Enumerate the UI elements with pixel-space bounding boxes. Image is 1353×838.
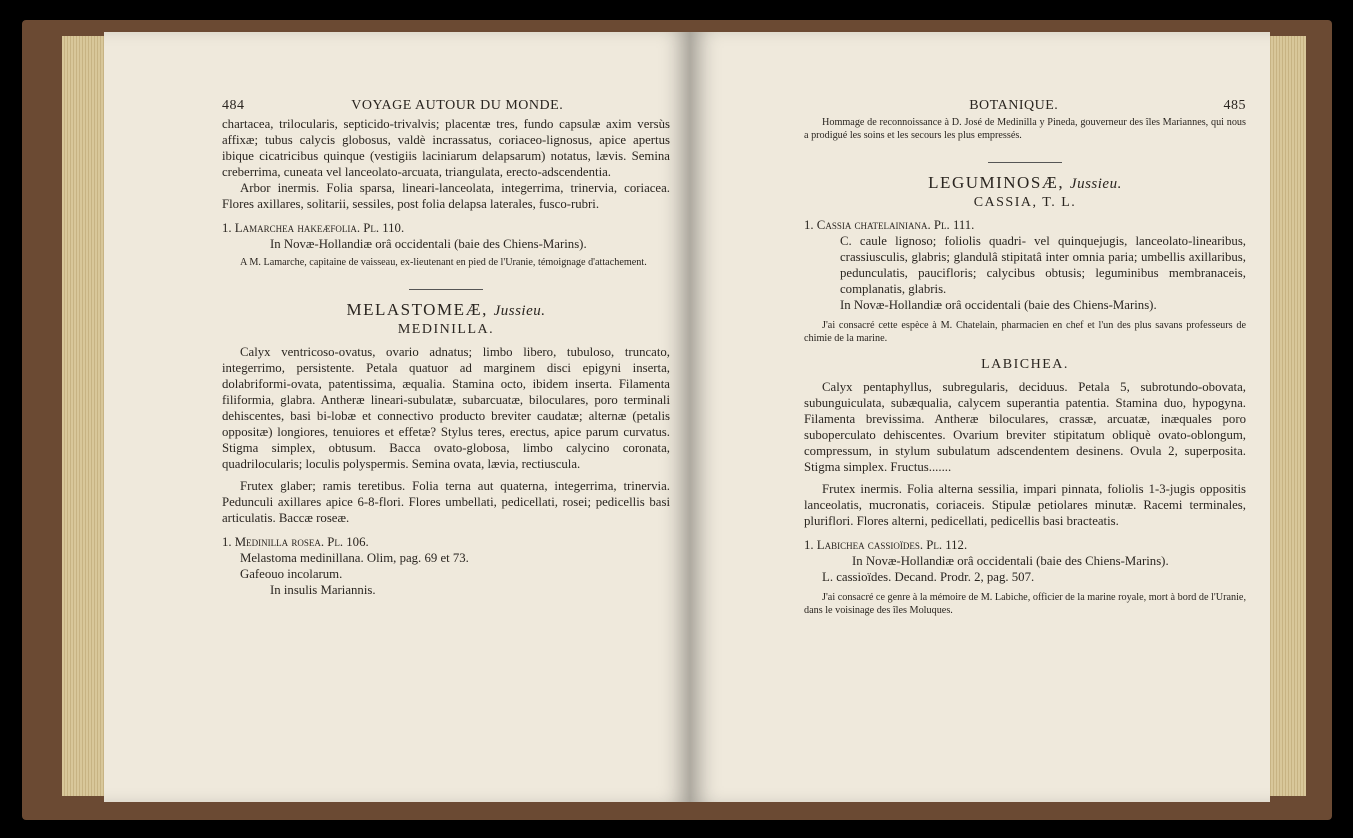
- genus-heading: MEDINILLA.: [397, 322, 495, 337]
- family-title: LEGUMINOSÆ,: [928, 173, 1065, 192]
- page-number: 484: [222, 98, 245, 113]
- species-entry: 1. Lamarchea hakeæfolia. Pl. 110.: [222, 221, 405, 235]
- locality: In insulis Mariannis.: [270, 583, 376, 597]
- right-page: [690, 32, 1270, 802]
- page-edges-left: [62, 36, 106, 796]
- species-entry: 1. Labichea cassioïdes. Pl. 112.: [804, 538, 968, 552]
- left-running-head: [222, 98, 670, 114]
- divider: [988, 162, 1062, 163]
- family-author: Jussieu.: [493, 303, 546, 319]
- running-title: VOYAGE AUTOUR DU MONDE.: [351, 98, 564, 113]
- dedication-note: A M. Lamarche, capitaine de vaisseau, ex-lieutenant en pied de l'Uranie, témoignage d'attachement.: [240, 257, 647, 268]
- left-text-column: [222, 98, 670, 598]
- genus-heading: LABICHEA.: [981, 357, 1069, 372]
- family-author: Jussieu.: [1069, 176, 1122, 192]
- right-text-column: [804, 98, 1246, 617]
- paragraph: chartacea, trilocularis, septicido-trivalvis; placentæ tres, fundo capsulæ axim versùs affixæ; tubus calycis globosus, valdè incrassatus, coriaceo-lignosus, apice apertus ibique cicatricibus quinque (vestigiis laciniarum delapsarum) notatus, lævis. Semina creberrima, cuneata vel lanceolato-arcuata, triangulata, erecto-adscendentia.: [222, 117, 670, 179]
- genus-heading: CASSIA, T. L.: [973, 195, 1077, 210]
- divider: [409, 289, 483, 290]
- running-title: BOTANIQUE.: [969, 98, 1059, 113]
- left-page: [104, 32, 690, 802]
- reference: L. cassioïdes. Decand. Prodr. 2, pag. 507.: [822, 570, 1035, 584]
- species-description: C. caule lignoso; foliolis quadri- vel quinquejugis, lanceolato-linearibus, crassiusculis, glabris; glandulâ stipitatâ inter omnia paria; umbellis axillaribus, pedunculatis, paucifloris; calycibus obtusis; leguminibus membranaceis, complanatis, glabris.: [840, 234, 1246, 296]
- locality: In Novæ-Hollandiæ orâ occidentali (baie des Chiens-Marins).: [270, 237, 587, 251]
- family-heading: [222, 300, 670, 320]
- right-running-head: [804, 98, 1246, 114]
- family-title: MELASTOMEÆ,: [346, 300, 488, 319]
- paragraph: Calyx pentaphyllus, subregularis, deciduus. Petala 5, subrotundo-obovata, subunguiculata, subæqualia, calycem superantia patentia. Stamina duo, hypogyna. Filamenta brevissima. Antheræ biloculares, crassæ, arcuatæ, inæquales poro suboperculato dehiscentes. Ovarium breviter stipitatum obliquè ovato-oblongum, compressum, in stylum subulatum adscendentem desinens. Ovula 2, superposita. Stigma simplex. Fructus.......: [804, 380, 1246, 474]
- paragraph: Frutex glaber; ramis teretibus. Folia terna aut quaterna, integerrima, trinervia. Pedunculi axillares apice 6-8-flori. Flores umbellati, pedicellati, rosei; pedicellis basi articulatis. Baccæ roseæ.: [222, 479, 670, 525]
- dedication-note: Hommage de reconnoissance à D. José de Medinilla y Pineda, gouverneur des îles Mariannes, qui nous a prodigué les soins et les secours les plus empressés.: [804, 117, 1246, 141]
- paragraph: Frutex inermis. Folia alterna sessilia, impari pinnata, foliolis 1-3-jugis oppositis lanceolatis, mucronatis, coriaceis. Stipulæ petiolares minutæ. Racemi terminales, pluriflori. Flores alterni, pedicellati, pedicellis basi bracteatis.: [804, 482, 1246, 528]
- locality: In Novæ-Hollandiæ orâ occidentali (baie des Chiens-Marins).: [840, 298, 1157, 312]
- family-heading: [804, 173, 1246, 193]
- paragraph: Arbor inermis. Folia sparsa, lineari-lanceolata, integerrima, trinervia, coriacea. Flores axillares, solitarii, sessiles, post folia delapsa laterales, fusco-rubri.: [222, 181, 670, 211]
- page-number: 485: [1223, 98, 1246, 113]
- species-entry: 1. Medinilla rosea. Pl. 106.: [222, 535, 369, 549]
- synonym: Melastoma medinillana. Olim, pag. 69 et 73.: [240, 551, 469, 565]
- native-name: Gafeouo incolarum.: [240, 567, 343, 581]
- paragraph: Calyx ventricoso-ovatus, ovario adnatus; limbo libero, tubuloso, truncato, integerrimo, persistente. Petala quatuor ad marginem disci epigyni inserta, dolabriformi-ovata, patentissima, æqualia. Stamina octo, ibidem inserta. Filamenta filiformia, glabra. Antheræ lineari-subulatæ, subarcuatæ, biloculares, poro terminali dehiscentes, basi bi-lobæ et connectivo producto breviter caudatæ; alternæ (petalis oppositæ) longiores, tenuiores et effetæ? Stylus teres, erectus, apice parum curvatus. Stigma simplex, obtusum. Bacca ovato-globosa, limbo calycino coronata, quadrilocularis; loculis polyspermis. Semina ovata, lævia, rectiuscula.: [222, 345, 670, 471]
- locality: In Novæ-Hollandiæ orâ occidentali (baie des Chiens-Marins).: [852, 554, 1169, 568]
- dedication-note: J'ai consacré ce genre à la mémoire de M. Labiche, officier de la marine royale, mort à bord de l'Uranie, dans le voisinage des îles Moluques.: [804, 592, 1246, 616]
- dedication-note: J'ai consacré cette espèce à M. Chatelain, pharmacien en chef et l'un des plus savans professeurs de chimie de la marine.: [804, 320, 1246, 344]
- species-entry: 1. Cassia chatelainiana. Pl. 111.: [804, 218, 975, 232]
